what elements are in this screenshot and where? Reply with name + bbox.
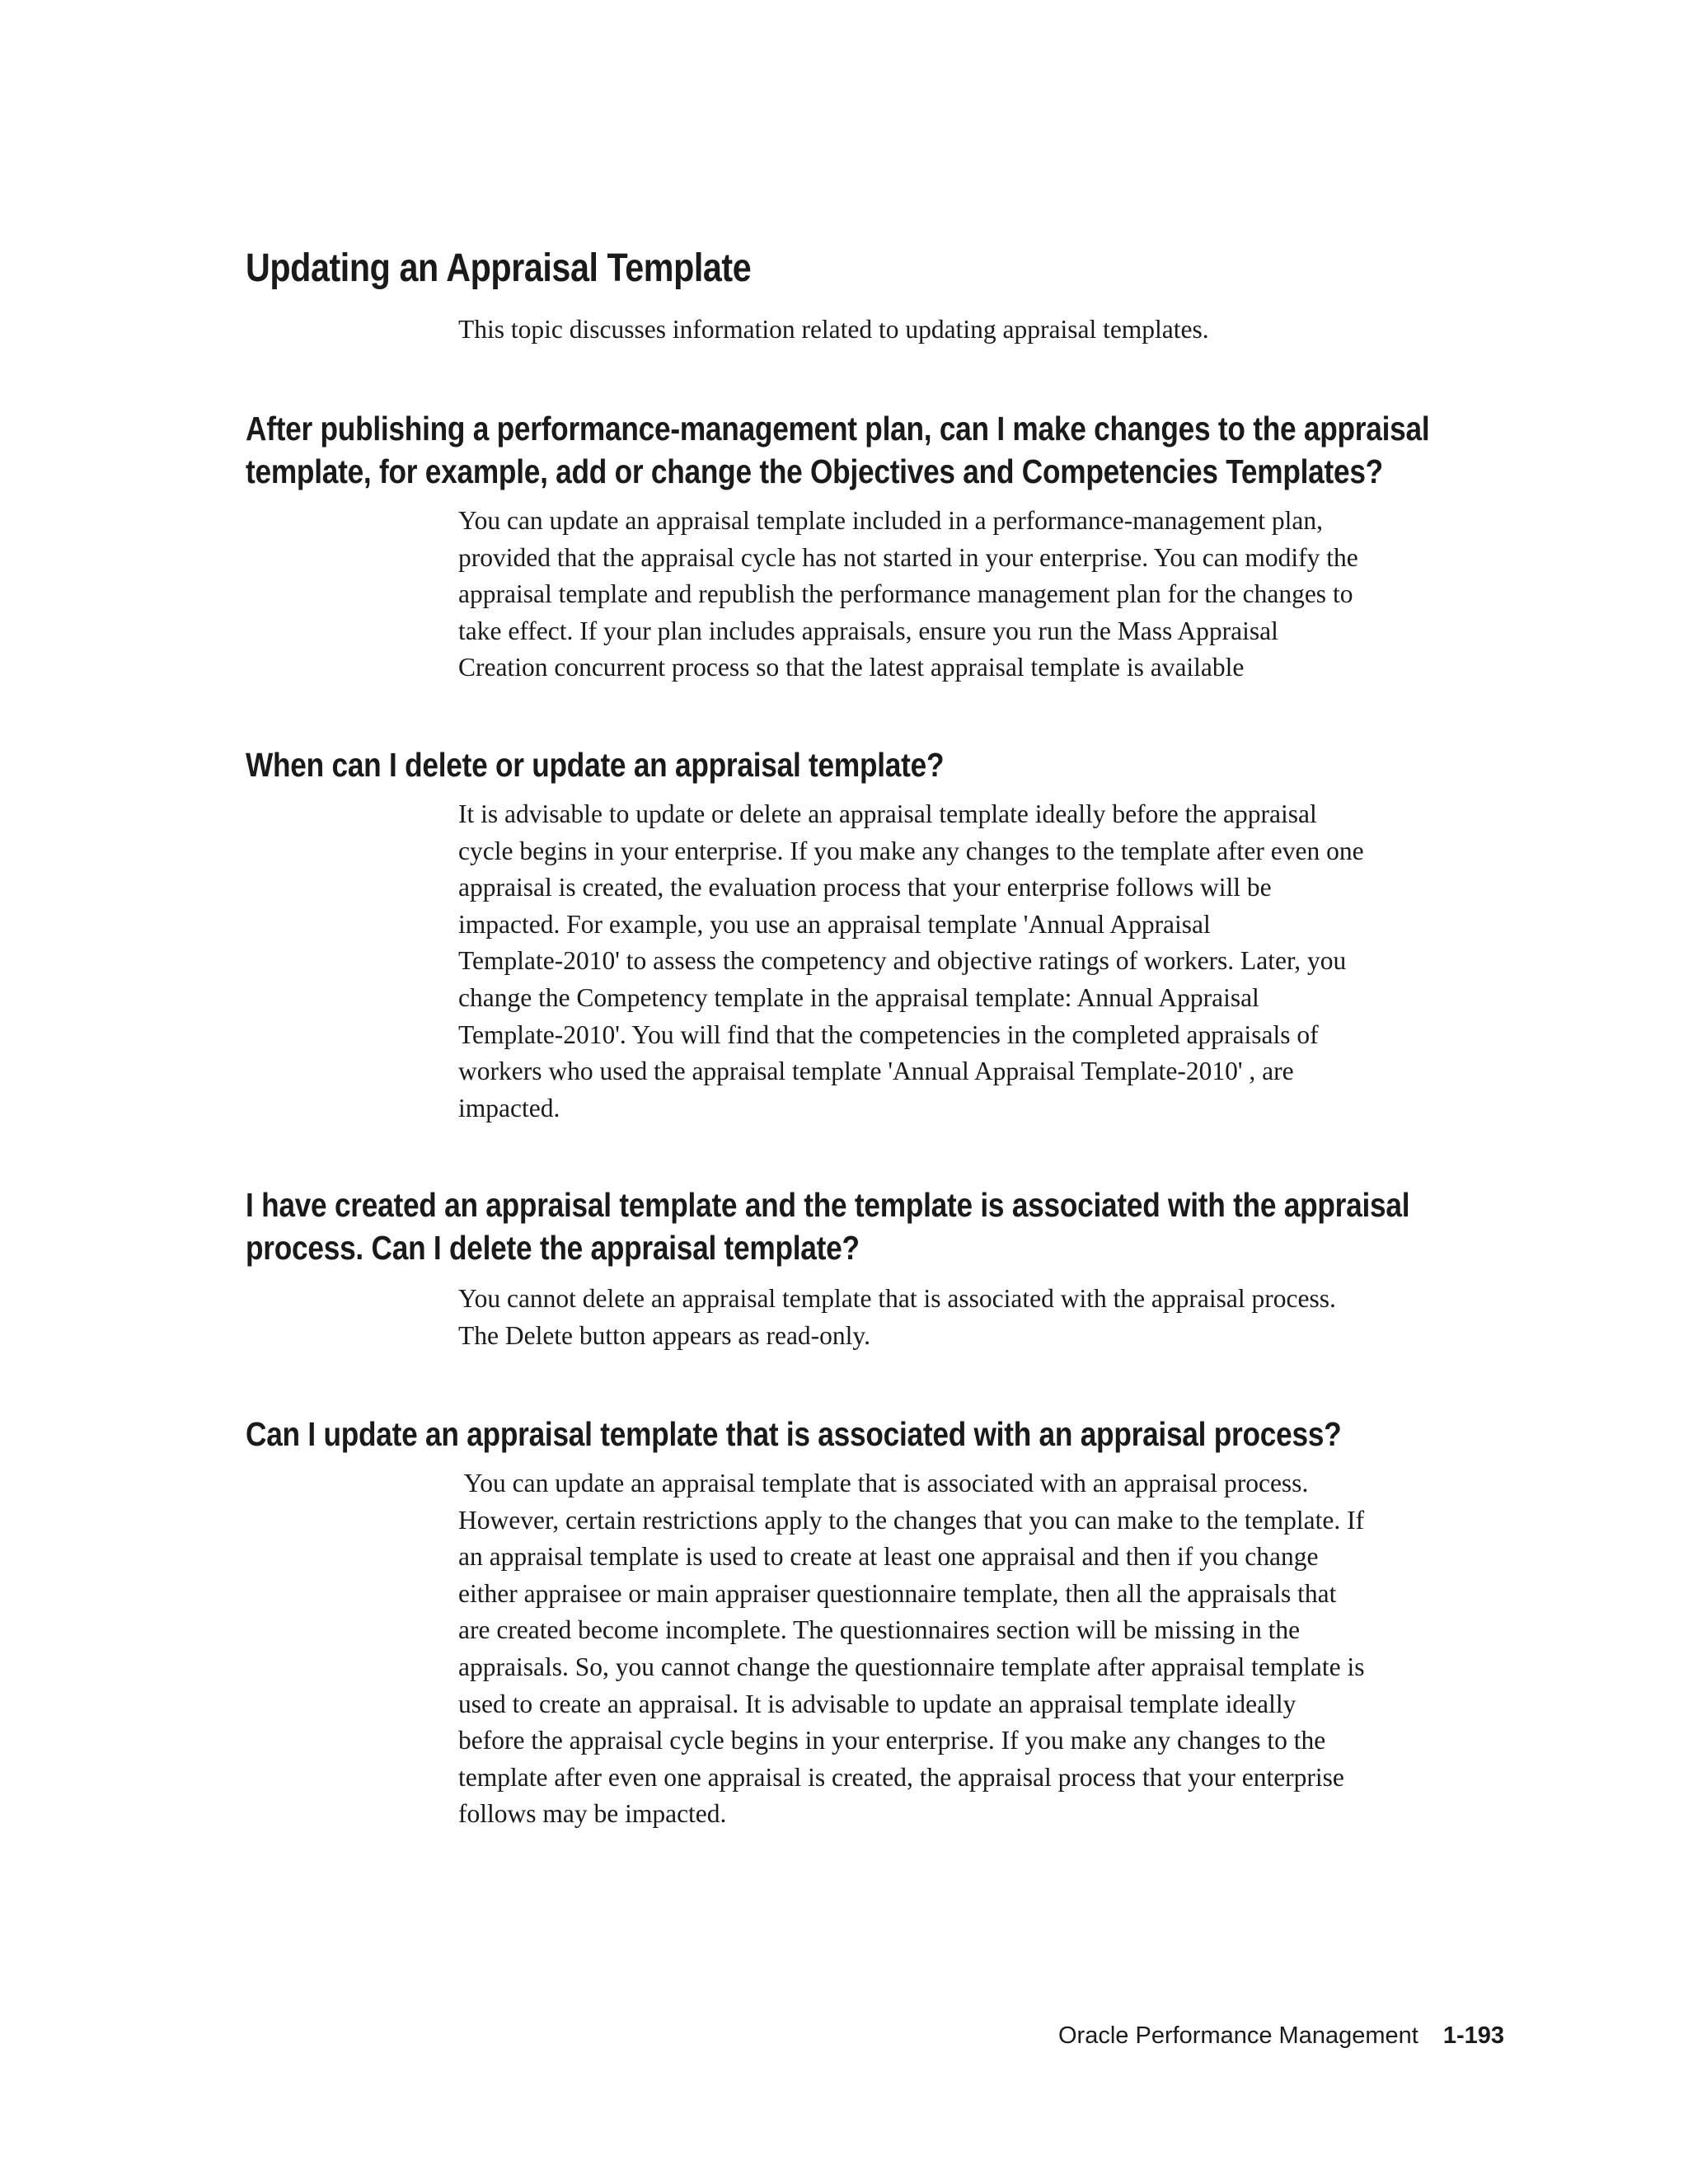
text-line: either appraisee or main appraiser questionnaire template, then all the appraisals that: [458, 1578, 1337, 1608]
text-line: are created become incomplete. The questionnaires section will be missing in the: [458, 1615, 1301, 1645]
section-heading-1: [246, 407, 1429, 493]
text-line: change the Competency template in the appraisal template: Annual Appraisal: [458, 982, 1259, 1012]
text-line: impacted.: [458, 1093, 560, 1122]
text-line: Template-2010'. You will find that the competencies in the completed appraisals of: [458, 1019, 1319, 1049]
section-body-4: [458, 1465, 1530, 1833]
page-footer: [1058, 2021, 1504, 2050]
text-line: Template-2010' to assess the competency and objective ratings of workers. Later, you: [458, 946, 1347, 976]
text-line: You can update an appraisal template included in a performance-management plan,: [458, 506, 1324, 535]
heading-line: Can I update an appraisal template that is associated with an appraisal process?: [246, 1415, 1342, 1453]
section-heading-2: [246, 743, 944, 786]
intro-paragraph: [458, 312, 1530, 349]
text-line: appraisal template and republish the performance management plan for the changes to: [458, 579, 1353, 609]
text-line: before the appraisal cycle begins in your enterprise. If you make any changes to the: [458, 1726, 1326, 1755]
text-line: follows may be impacted.: [458, 1799, 727, 1829]
text-line: an appraisal template is used to create at least one appraisal and then if you change: [458, 1542, 1319, 1572]
text-line: used to create an appraisal. It is advisable to update an appraisal template ideally: [458, 1689, 1296, 1718]
text-line: workers who used the appraisal template 'Annual Appraisal Template-2010' , are: [458, 1057, 1294, 1086]
section-body-3: [458, 1281, 1530, 1354]
heading-line: process. Can I delete the appraisal template?: [246, 1229, 860, 1267]
text-line: The Delete button appears as read-only.: [458, 1320, 871, 1350]
text-line: It is advisable to update or delete an appraisal template ideally before the appraisal: [458, 799, 1317, 828]
page-title: Updating an Appraisal Template: [246, 246, 752, 290]
heading-line: When can I delete or update an appraisal template?: [246, 746, 945, 784]
text-line: Creation concurrent process so that the latest appraisal template is available: [458, 653, 1245, 682]
heading-line: After publishing a performance-management plan, can I make changes to the appraisal: [246, 410, 1430, 448]
heading-line: I have created an appraisal template and the template is associated with the appraisal: [246, 1186, 1410, 1224]
text-line: This topic discusses information related to updating appraisal templates.: [458, 315, 1209, 344]
text-line: You can update an appraisal template that is associated with an appraisal process.: [458, 1469, 1309, 1497]
section-heading-3: [246, 1183, 1409, 1269]
text-line: cycle begins in your enterprise. If you make any changes to the template after even one: [458, 836, 1364, 865]
text-line: appraisal is created, the evaluation process that your enterprise follows will be: [458, 873, 1272, 902]
text-line: template after even one appraisal is created, the appraisal process that your enterprise: [458, 1762, 1344, 1792]
text-line: However, certain restrictions apply to the changes that you can make to the template. If: [458, 1505, 1365, 1535]
section-heading-4: [246, 1413, 1341, 1455]
footer-page-number: 1-193: [1442, 2022, 1504, 2049]
text-line: take effect. If your plan includes appraisals, ensure you run the Mass Appraisal: [458, 616, 1278, 645]
text-line: appraisals. So, you cannot change the questionnaire template after appraisal template is: [458, 1652, 1365, 1681]
section-body-2: [458, 796, 1530, 1127]
text-line: provided that the appraisal cycle has not started in your enterprise. You can modify the: [458, 542, 1358, 572]
heading-line: template, for example, add or change the Objectives and Competencies Templates?: [246, 452, 1383, 490]
text-line: impacted. For example, you use an appraisal template 'Annual Appraisal: [458, 909, 1211, 939]
text-line: You cannot delete an appraisal template that is associated with the appraisal process.: [458, 1284, 1336, 1313]
footer-book-title: Oracle Performance Management: [1058, 2022, 1418, 2049]
section-body-1: [458, 503, 1530, 687]
